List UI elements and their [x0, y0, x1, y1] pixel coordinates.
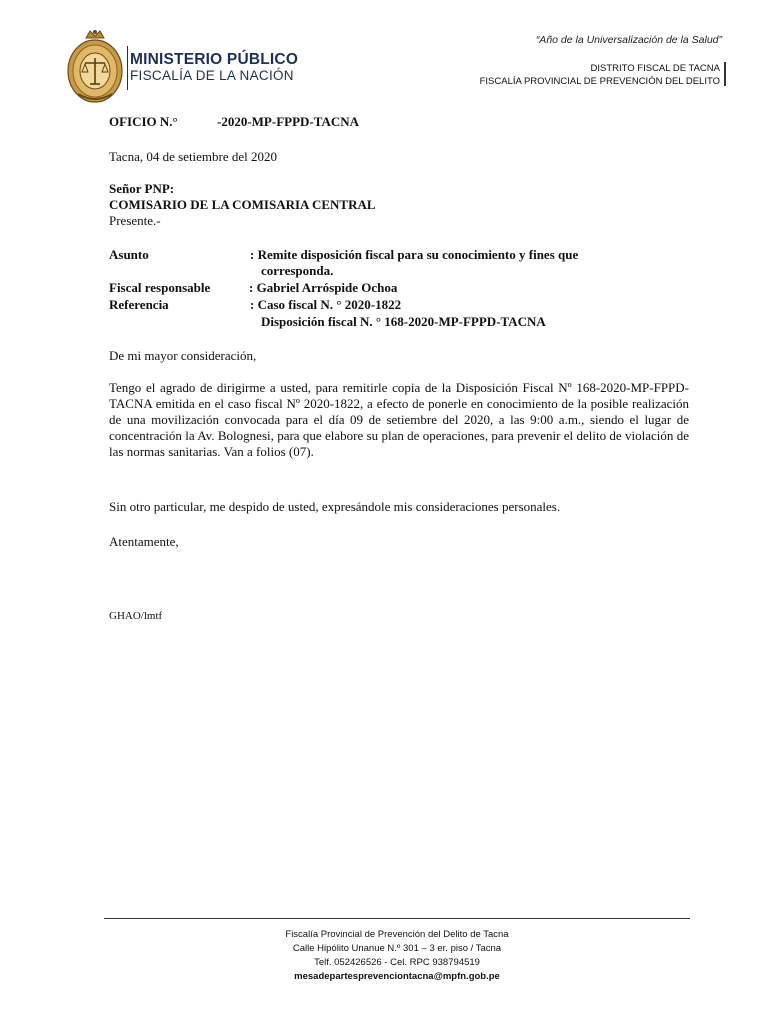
- ministerio-publico-seal-icon: [66, 28, 124, 104]
- recipient-greeting: Presente.-: [109, 213, 161, 228]
- asunto-value: : Remite disposición fiscal para su conocimiento y fines que: [250, 247, 579, 262]
- initials: GHAO/lmtf: [109, 610, 163, 622]
- district-name: DISTRITO FISCAL DE TACNA: [590, 63, 720, 74]
- recipient-title: Señor PNP:: [109, 181, 175, 196]
- footer: [104, 928, 690, 984]
- oficio-number: -2020-MP-FPPD-TACNA: [217, 114, 359, 129]
- oficio-label: OFICIO N.°: [109, 114, 178, 129]
- closing-paragraph: Sin otro particular, me despido de usted, expresándole mis consideraciones personales.: [109, 499, 561, 514]
- logo-divider: [127, 46, 128, 90]
- office-info-bar: [724, 62, 726, 86]
- oficio-heading: [109, 114, 359, 130]
- logo-line-2: FISCALÍA DE LA NACIÓN: [130, 68, 294, 83]
- office-info: [480, 62, 720, 88]
- footer-office: Fiscalía Provincial de Prevención del Delito de Tacna: [285, 929, 509, 940]
- referencia-value: : Caso fiscal N. ° 2020-1822: [250, 297, 402, 312]
- footer-phone: Telf. 052426526 - Cel. RPC 938794519: [314, 957, 480, 968]
- fiscal-value: : Gabriel Arróspide Ochoa: [249, 280, 398, 295]
- salutation: De mi mayor consideración,: [109, 348, 257, 363]
- referencia-value-continued: Disposición fiscal N. ° 168-2020-MP-FPPD-TACNA: [261, 314, 546, 329]
- recipient-block: [109, 181, 376, 229]
- footer-rule: [104, 918, 690, 919]
- footer-email: mesadepartesprevenciontacna@mpfn.gob.pe: [294, 971, 500, 982]
- office-name: FISCALÍA PROVINCIAL DE PREVENCIÓN DEL DELITO: [479, 76, 720, 87]
- logo-line-1: MINISTERIO PÚBLICO: [130, 51, 299, 68]
- asunto-label: Asunto: [109, 247, 149, 262]
- logo-wordmark: [130, 52, 298, 83]
- recipient-name: COMISARIO DE LA COMISARIA CENTRAL: [109, 197, 376, 212]
- referencia-label: Referencia: [109, 297, 169, 312]
- body-paragraph: Tengo el agrado de dirigirme a usted, para remitirle copia de la Disposición Fiscal Nº 168-2020-MP-FPPD-TACNA emitida en el caso fiscal Nº 2020-1822, a efecto de ponerle en conocimiento de la posible realización de una movilización convocada para el día 09 de setiembre del 2020, a las 9:00 a.m., siendo el lugar de concentración la Av. Bolognesi, para que elabore su plan de operaciones, para prevenir el delito de violación de las normas sanitarias. Van a folios (07).: [109, 380, 689, 459]
- year-motto: “Año de la Universalización de la Salud”: [535, 34, 722, 46]
- signoff: Atentamente,: [109, 534, 179, 549]
- asunto-value-continued: corresponda.: [261, 263, 334, 278]
- letter-date: Tacna, 04 de setiembre del 2020: [109, 149, 278, 164]
- fiscal-label: Fiscal responsable: [109, 280, 211, 295]
- footer-address: Calle Hipólito Unanue N.º 301 – 3 er. piso / Tacna: [292, 943, 502, 954]
